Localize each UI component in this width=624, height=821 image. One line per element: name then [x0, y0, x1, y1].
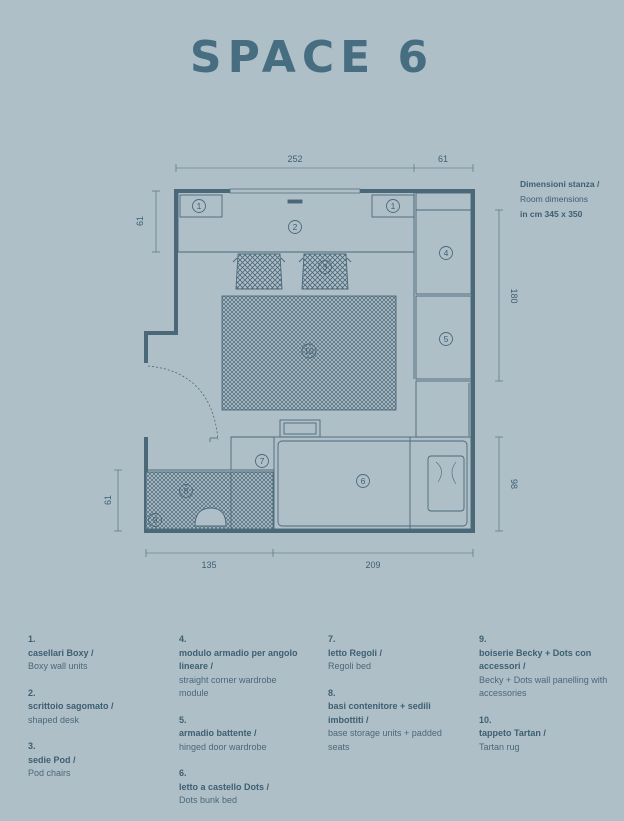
dim-top-main: 252 — [287, 154, 303, 164]
legend-item: 6. letto a castello Dots / Dots bunk bed — [179, 768, 270, 805]
dim-top-right: 61 — [437, 154, 449, 164]
legend-item: 7. letto Regoli / Regoli bed — [328, 634, 382, 671]
marker-5 — [440, 333, 453, 346]
legend-column-3 — [328, 633, 458, 767]
svg-text:6: 6 — [360, 476, 366, 486]
svg-text:9: 9 — [152, 515, 158, 525]
svg-text:5: 5 — [443, 334, 449, 344]
dots-bunk-bed — [274, 420, 471, 529]
window — [230, 189, 360, 193]
door — [148, 366, 218, 442]
svg-text:10: 10 — [304, 346, 314, 356]
legend-item: 1. casellari Boxy / Boxy wall units — [28, 634, 94, 671]
dim-bottom-right: 209 — [365, 560, 381, 570]
legend-item: 4. modulo armadio per angolo lineare / straight corner wardrobe module — [179, 634, 298, 698]
svg-text:4: 4 — [443, 248, 449, 258]
legend-item: 3. sedie Pod / Pod chairs — [28, 741, 76, 778]
room-dimensions-label-en: Room dimensions — [520, 194, 589, 204]
legend-column-4 — [479, 633, 619, 767]
room-dimensions-label-it: Dimensioni stanza / — [520, 179, 600, 189]
dim-left-lower: 61 — [103, 494, 113, 506]
marker-2 — [289, 221, 302, 234]
svg-text:1: 1 — [196, 201, 202, 211]
page-title: SPACE 6 — [189, 32, 435, 83]
room-dimensions-value: in cm 345 x 350 — [520, 209, 583, 219]
legend-column-2 — [179, 633, 299, 821]
dim-right-lower: 98 — [509, 478, 519, 490]
legend-item: 10. tappeto Tartan / Tartan rug — [479, 714, 546, 752]
legend-item: 9. boiserie Becky + Dots con accessori / Becky + Dots wall panelling with accessories — [479, 634, 608, 698]
svg-text:8: 8 — [183, 486, 189, 496]
marker-1b — [387, 200, 400, 213]
pod-chair-left — [233, 254, 285, 289]
dim-right-upper: 180 — [509, 288, 519, 304]
marker-1a — [193, 200, 206, 213]
svg-text:7: 7 — [259, 456, 265, 466]
svg-text:2: 2 — [292, 222, 298, 232]
marker-6 — [357, 475, 370, 488]
wardrobe-column — [414, 193, 471, 437]
svg-text:1: 1 — [390, 201, 396, 211]
legend-item: 5. armadio battente / hinged door wardrobe — [179, 714, 267, 752]
marker-7 — [256, 455, 269, 468]
legend-item: 8. basi contenitore + sedili imbottiti / base storage units + padded seats — [328, 687, 442, 752]
padded-seat — [231, 472, 273, 529]
marker-4 — [440, 247, 453, 260]
svg-text:3: 3 — [322, 262, 328, 272]
legend-item: 2. scrittoio sagomato / shaped desk — [28, 687, 114, 725]
legend-column-1 — [28, 633, 168, 794]
dim-bottom-left: 135 — [201, 560, 217, 570]
room-dimensions-note — [520, 177, 620, 222]
dim-left-top: 61 — [135, 215, 145, 227]
